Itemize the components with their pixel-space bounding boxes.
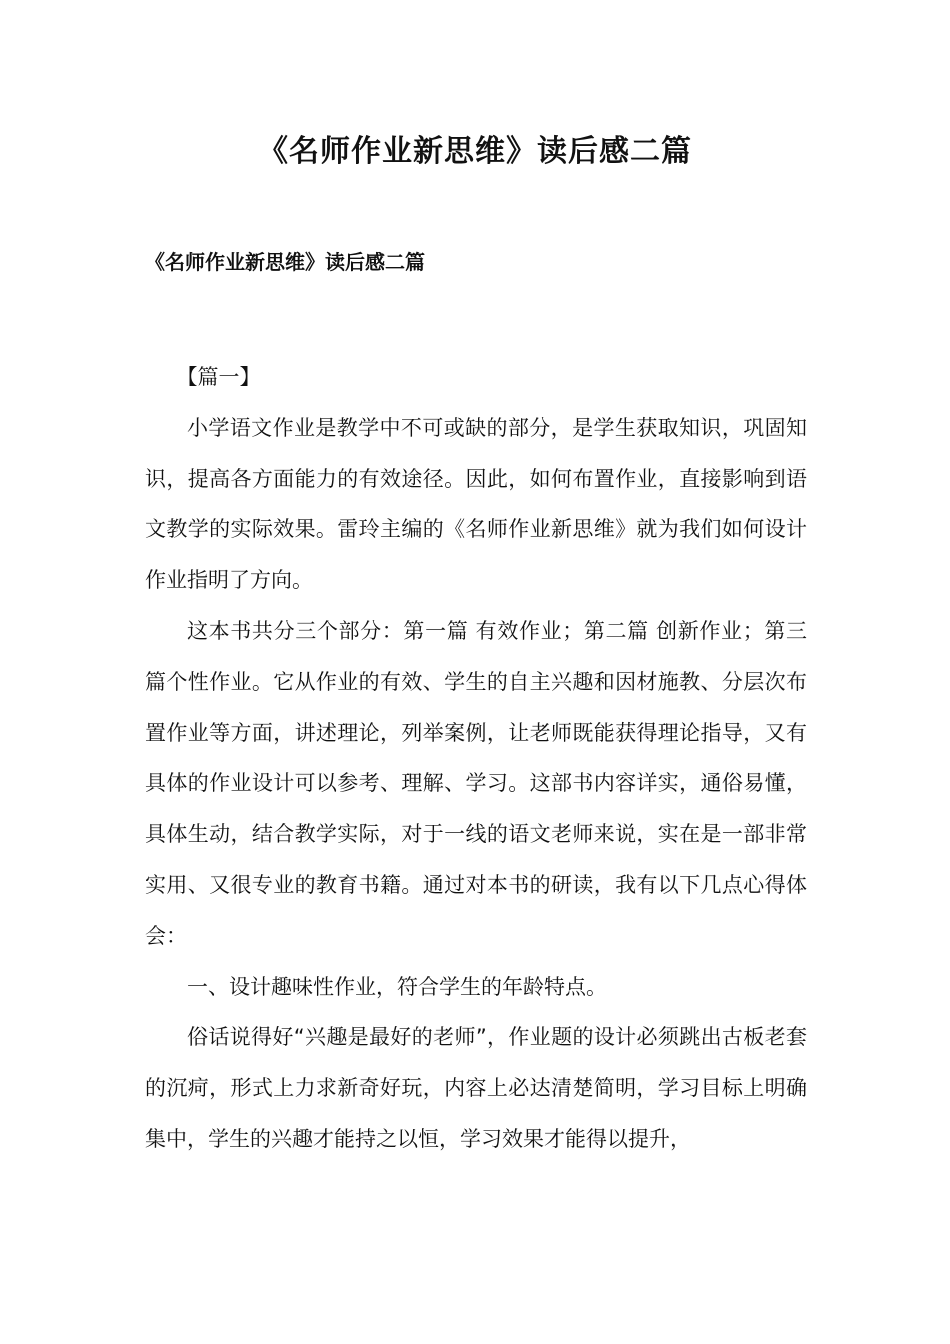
- document-body: [145, 352, 807, 1165]
- paragraph-point-one-body: 俗话说得好“兴趣是最好的老师”，作业题的设计必须跳出古板老套的沉疴，形式上力求新奇好玩，内容上必达清楚简明，学习目标上明确集中，学生的兴趣才能持之以恒，学习效果才能得以提升，: [145, 1025, 807, 1151]
- paragraph-book-structure: 这本书共分三个部分：第一篇 有效作业；第二篇 创新作业；第三篇个性作业。它从作业的有效、学生的自主兴趣和因材施教、分层次布置作业等方面，讲述理论，列举案例，让老师既能获得理论指导，又有具体的作业设计可以参考、理解、学习。这部书内容详实，通俗易懂，具体生动，结合教学实际，对于一线的语文老师来说，实在是一部非常实用、又很专业的教育书籍。通过对本书的研读，我有以下几点心得体会：: [145, 618, 807, 948]
- document-title: 《名师作业新思维》读后感二篇: [258, 134, 692, 169]
- paragraph-intro: 小学语文作业是教学中不可或缺的部分，是学生获取知识，巩固知识，提高各方面能力的有效途径。因此，如何布置作业，直接影响到语文教学的实际效果。雷玲主编的《名师作业新思维》就为我们如何设计作业指明了方向。: [145, 415, 807, 593]
- paragraph-point-one-heading: 一、设计趣味性作业，符合学生的年龄特点。: [187, 974, 607, 999]
- section-heading: 【篇一】: [176, 365, 261, 389]
- document-subtitle: 《名师作业新思维》读后感二篇: [145, 250, 425, 274]
